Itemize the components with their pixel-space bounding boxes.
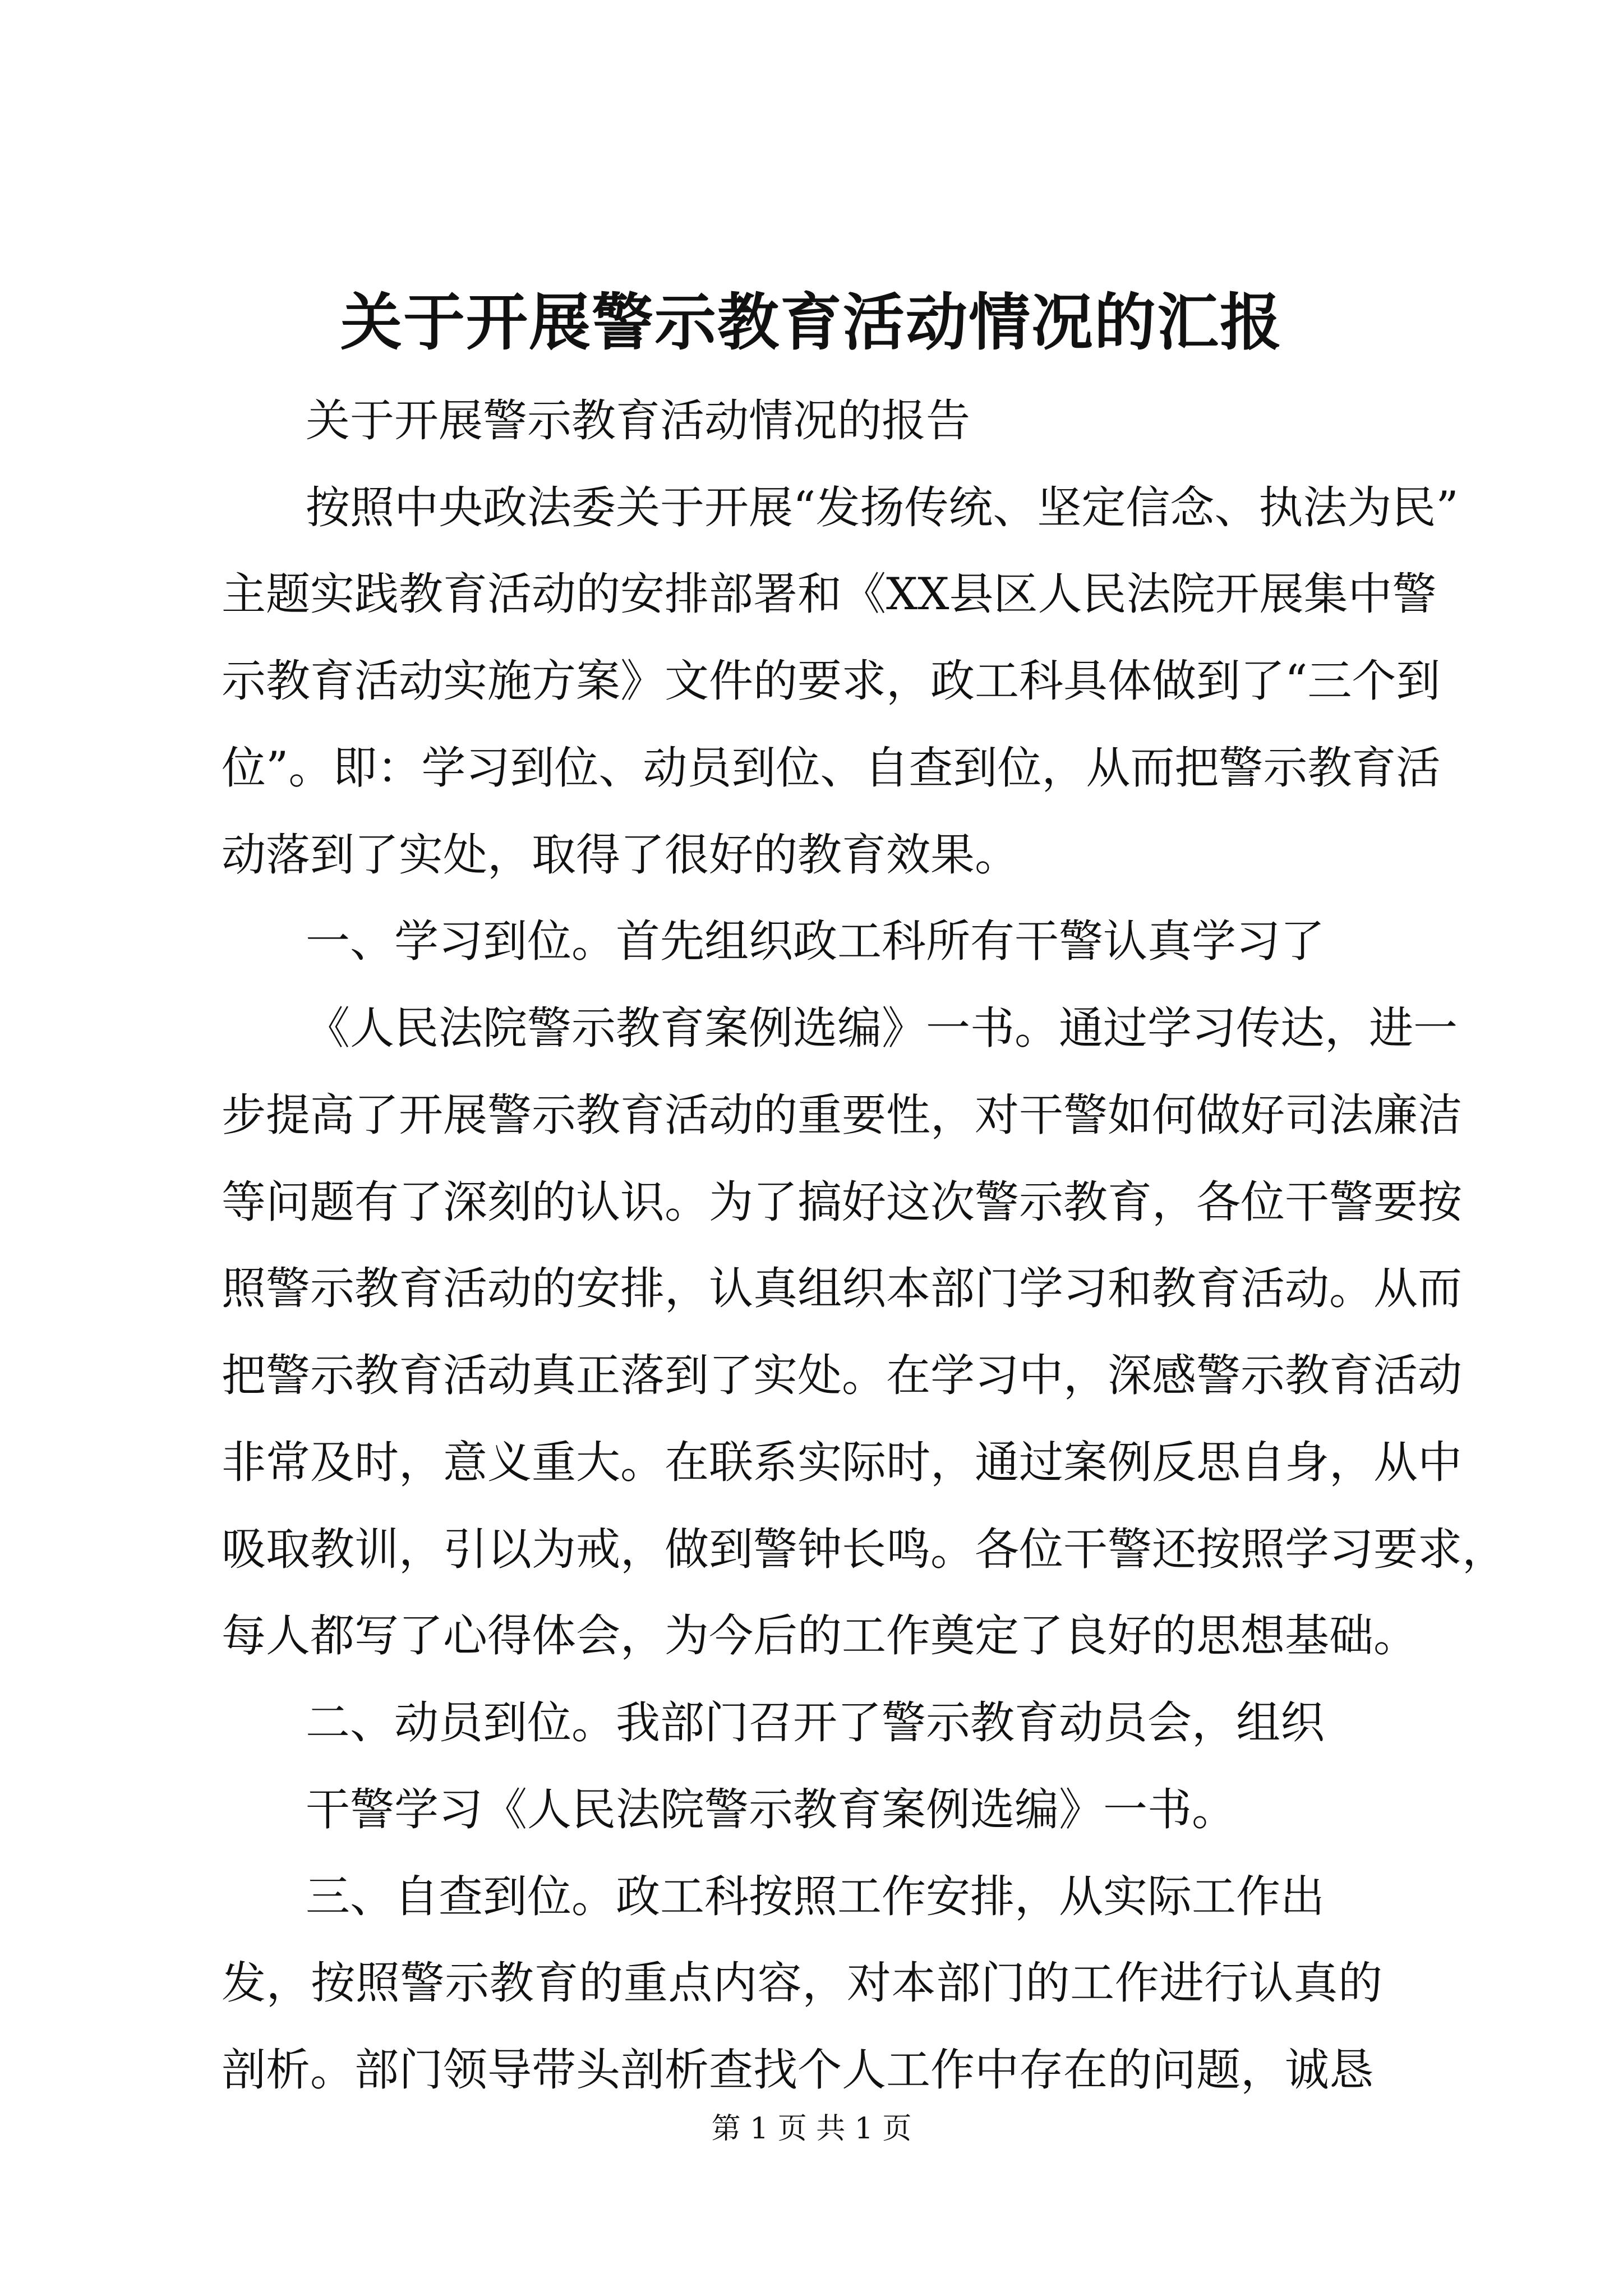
body-line: 非常及时，意义重大。在联系实际时，通过案例反思自身，从中 xyxy=(222,1437,1462,1488)
document-title: 关于开展警示教育活动情况的汇报 xyxy=(340,286,1283,358)
subtitle-line: 关于开展警示教育活动情况的报告 xyxy=(306,395,970,447)
body-line: 照警示教育活动的安排，认真组织本部门学习和教育活动。从而 xyxy=(222,1263,1462,1314)
body-line: 《人民法院警示教育案例选编》一书。通过学习传达，进一 xyxy=(306,1002,1458,1054)
section-heading-1: 一、学习到位。首先组织政工科所有干警认真学习了 xyxy=(306,915,1325,967)
body-line: 吸取教训，引以为戒，做到警钟长鸣。各位干警还按照学习要求， xyxy=(222,1524,1506,1575)
body-line: 发，按照警示教育的重点内容，对本部门的工作进行认真的 xyxy=(222,1957,1382,2009)
body-line: 主题实践教育活动的安排部署和《XX县区人民法院开展集中警 xyxy=(222,568,1437,620)
body-line: 示教育活动实施方案》文件的要求，政工科具体做到了“三个到 xyxy=(222,655,1441,707)
body-line: 把警示教育活动真正落到了实处。在学习中，深感警示教育活动 xyxy=(222,1350,1462,1401)
body-line: 每人都写了心得体会，为今后的工作奠定了良好的思想基础。 xyxy=(222,1610,1418,1662)
body-line: 位”。即：学习到位、动员到位、自查到位，从而把警示教育活 xyxy=(222,742,1441,794)
body-line: 干警学习《人民法院警示教育案例选编》一书。 xyxy=(306,1784,1236,1835)
body-line: 剖析。部门领导带头剖析查找个人工作中存在的问题，诚恳 xyxy=(222,2044,1373,2096)
body-line: 等问题有了深刻的认识。为了搞好这次警示教育，各位干警要按 xyxy=(222,1176,1462,1228)
section-heading-3: 三、自查到位。政工科按照工作安排，从实际工作出 xyxy=(306,1871,1325,1922)
section-heading-2: 二、动员到位。我部门召开了警示教育动员会，组织 xyxy=(306,1697,1325,1749)
body-line: 动落到了实处，取得了很好的教育效果。 xyxy=(222,829,1019,881)
body-line: 按照中央政法委关于开展“发扬传统、坚定信念、执法为民” xyxy=(306,482,1459,533)
page-footer: 第 1 页 共 1 页 xyxy=(711,2112,912,2146)
body-line: 步提高了开展警示教育活动的重要性，对干警如何做好司法廉洁 xyxy=(222,1089,1462,1141)
